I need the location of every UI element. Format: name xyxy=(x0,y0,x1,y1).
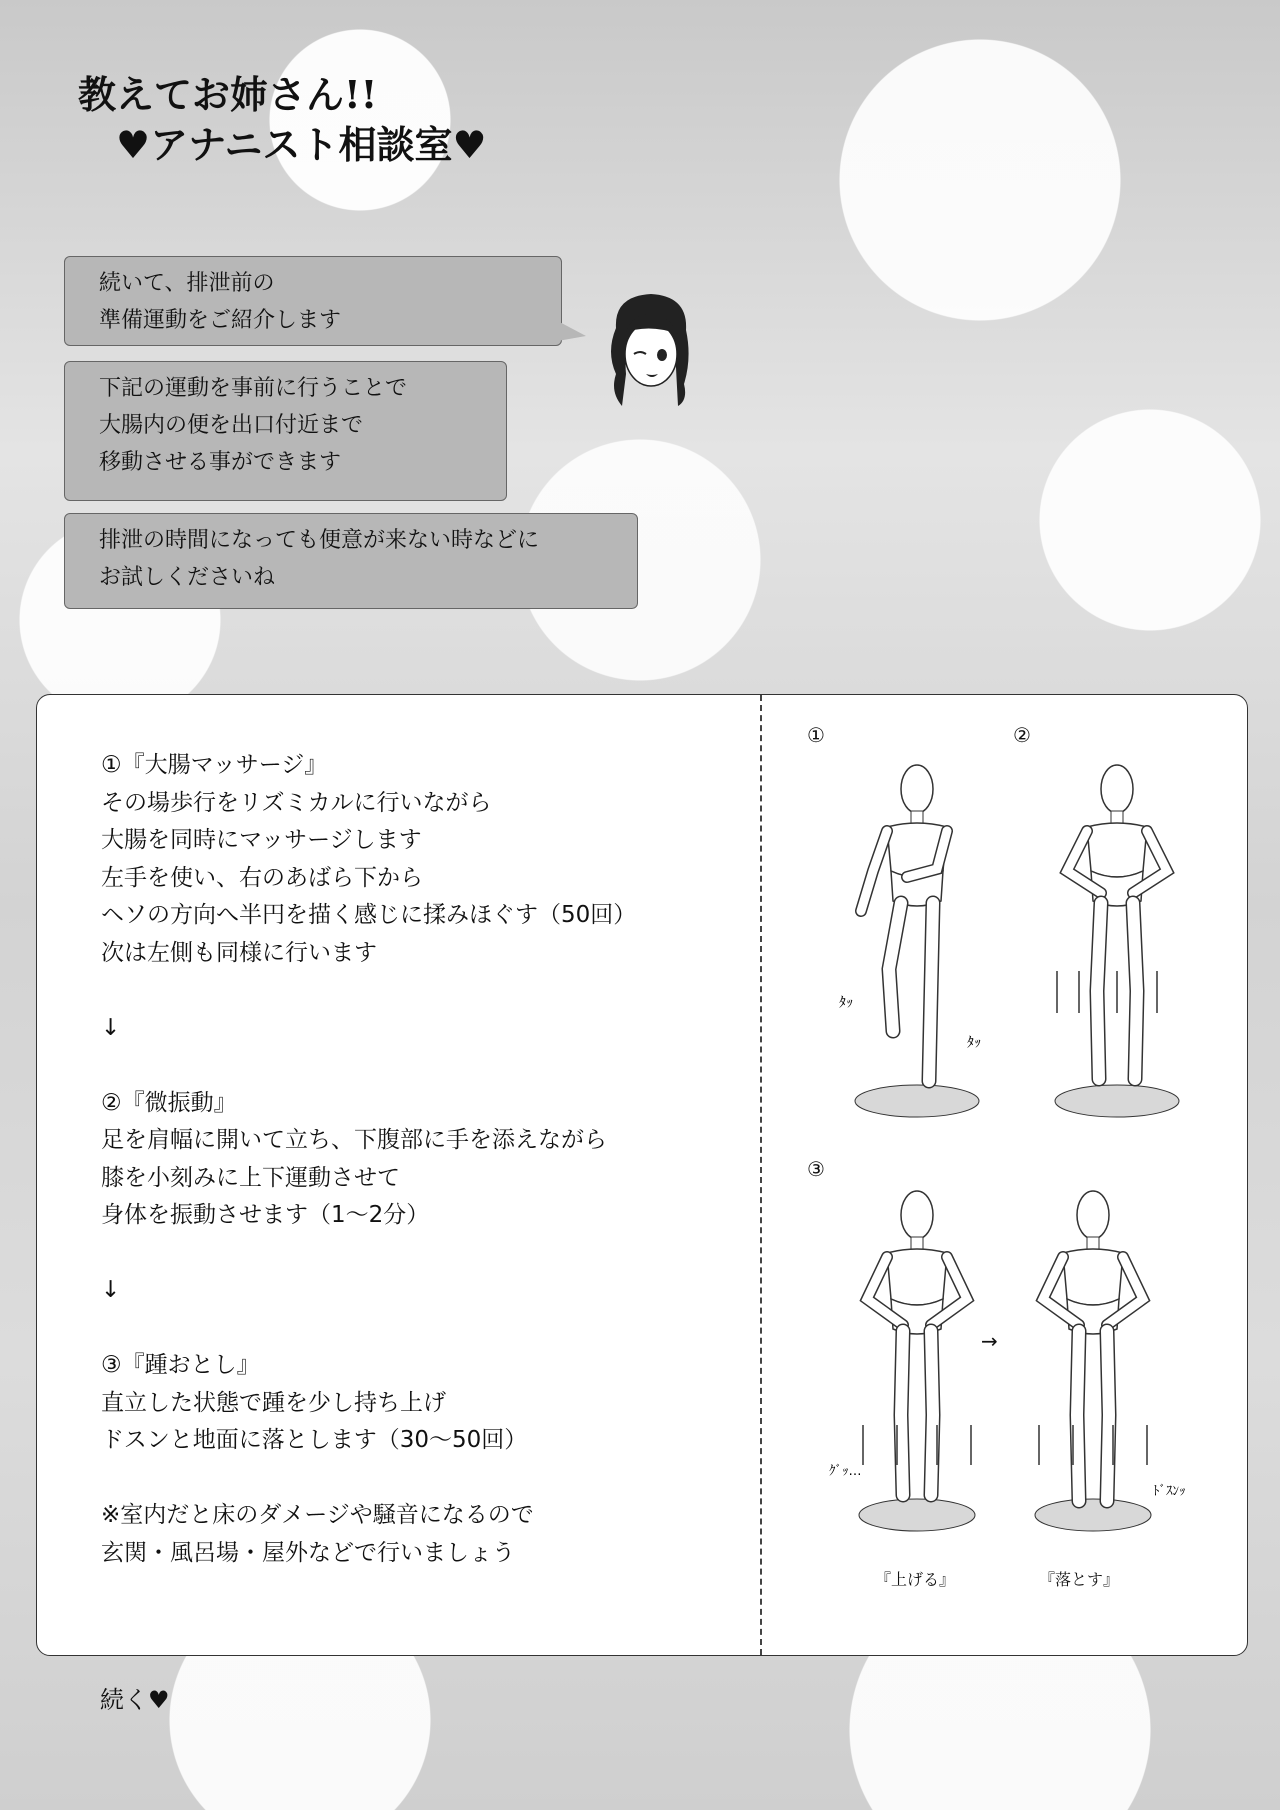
speech-bubble-3 xyxy=(64,513,638,609)
step2-line: 足を肩幅に開いて立ち、下腹部に手を添えながら xyxy=(101,1127,607,1153)
bubble-line: 排泄の時間になっても便意が来ない時などに xyxy=(99,528,540,553)
step2-line: 身体を振動させます（1～2分） xyxy=(101,1202,430,1228)
speech-bubble-1 xyxy=(64,256,562,346)
caption-down: 『落とす』 xyxy=(1039,1570,1120,1589)
step3-line: 直立した状態で踵を少し持ち上げ xyxy=(101,1389,446,1416)
transition-arrow: → xyxy=(981,1329,998,1353)
title-line-1: 教えてお姉さん!! xyxy=(78,72,378,117)
step3-line: ドスンと地面に落とします（30～50回） xyxy=(101,1427,528,1453)
heel-raise-figure xyxy=(827,1175,1007,1535)
bubble-line: 準備運動をご紹介します xyxy=(99,308,342,333)
walking-massage-figure xyxy=(817,751,1017,1121)
step1-line: その場歩行をリズミカルに行いながら xyxy=(101,789,492,816)
bubble-line: 下記の運動を事前に行うことで xyxy=(99,376,408,401)
step2-title: ②『微振動』 xyxy=(101,1089,237,1116)
heel-drop-figure xyxy=(1003,1175,1203,1535)
step2-line: 膝を小刻みに上下運動させて xyxy=(101,1164,400,1191)
step1-line: 左手を使い、右のあばら下から xyxy=(101,864,423,891)
note-line: ※室内だと床のダメージや騒音になるので xyxy=(101,1502,534,1528)
figure-number-2: ② xyxy=(1013,723,1031,747)
title-line-2: ♥アナニスト相談室♥ xyxy=(116,122,487,167)
sfx-gu: ｸﾞｯ… xyxy=(829,1464,862,1479)
arrow-down-2: ↓ xyxy=(101,1277,121,1303)
step3-title: ③『踵おとし』 xyxy=(101,1352,260,1378)
caption-up: 『上げる』 xyxy=(875,1570,956,1589)
continued-label: 続く♥ xyxy=(100,1686,170,1714)
bubble-line: 移動させる事ができます xyxy=(99,450,342,475)
bubble-line: 続いて、排泄前の xyxy=(99,271,275,296)
step1-line: 次は左側も同様に行います xyxy=(101,939,377,966)
note-line: 玄関・風呂場・屋外などで行いましょう xyxy=(101,1539,515,1566)
page-title xyxy=(78,70,487,170)
sfx-tatt-2: ﾀｯ xyxy=(967,1035,981,1051)
step1-line: ヘソの方向へ半円を描く感じに揉みほぐす（50回） xyxy=(101,902,637,928)
step1-line: 大腸を同時にマッサージします xyxy=(101,827,422,853)
exercise-steps xyxy=(101,747,636,1572)
arrow-down-1: ↓ xyxy=(101,1014,121,1041)
speech-bubble-tail xyxy=(552,318,586,342)
exercise-panel xyxy=(36,694,1248,1656)
avatar xyxy=(596,288,706,412)
speech-bubble-2 xyxy=(64,361,507,501)
panel-divider xyxy=(760,695,762,1655)
vibration-figure xyxy=(1017,751,1217,1121)
bubble-line: 大腸内の便を出口付近まで xyxy=(99,413,364,438)
sfx-dosun: ﾄﾞｽﾝｯ xyxy=(1153,1484,1186,1499)
sfx-tatt-1: ﾀｯ xyxy=(839,995,853,1011)
bubble-line: お試しくださいね xyxy=(99,565,276,590)
figure-number-1: ① xyxy=(807,723,825,747)
step1-title: ①『大腸マッサージ』 xyxy=(101,752,328,778)
figure-number-3: ③ xyxy=(807,1157,825,1181)
